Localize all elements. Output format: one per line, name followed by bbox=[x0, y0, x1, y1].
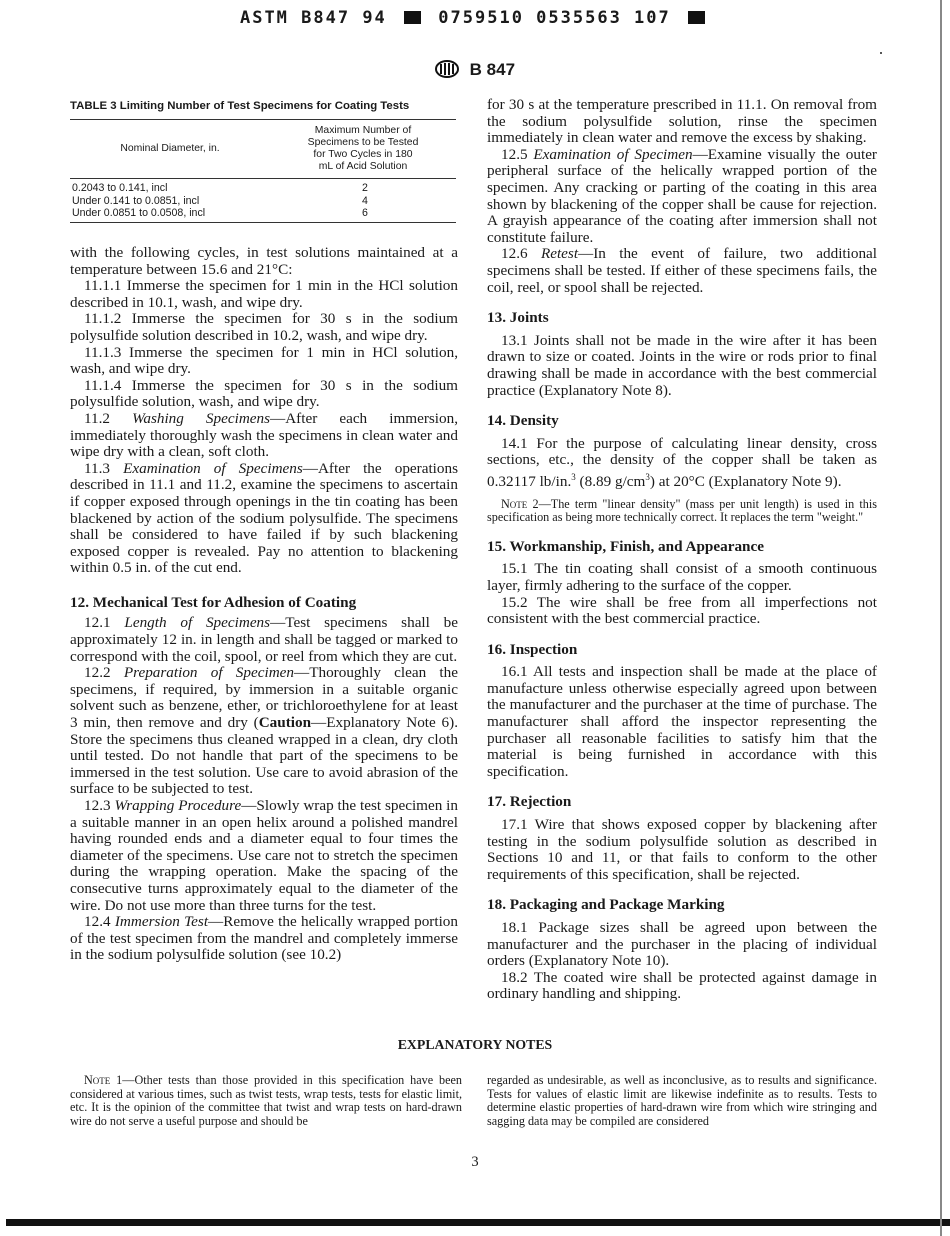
column-header-specimens bbox=[270, 125, 456, 174]
section-text: —Thoroughly clean the specimens, if required, by immersion in a suitable organic solvent such as benzene, ether, or trichloroethylene for at least 3 min, then remove and dry ( bbox=[70, 664, 458, 732]
section-number: 12.5 bbox=[501, 145, 528, 163]
section-title: Immersion Test bbox=[114, 913, 209, 931]
explanatory-notes-heading: EXPLANATORY NOTES bbox=[397, 1037, 553, 1052]
superscript: 3 bbox=[571, 471, 576, 482]
note-text: —Other tests than those provided in this specification have been considered at various times, such as twist tests, wrap tests, tests for elastic limit, etc. It is the opinion of the committee that twist and wrap tests on hard-drawn wire do not serve a useful purpose and should be bbox=[70, 1073, 462, 1128]
paragraph-12-6 bbox=[487, 246, 877, 296]
black-block-mark bbox=[404, 11, 421, 24]
document-code-bar bbox=[0, 8, 950, 28]
section-number: 12.3 bbox=[84, 797, 111, 814]
section-text: —In the event of failure, two additional specimens shall be tested. If either of these specimens fails, the coil, reel, or spool shall be rejected. bbox=[487, 245, 877, 296]
superscript: 3 bbox=[645, 471, 650, 482]
scan-edge-line bbox=[940, 0, 942, 1236]
paragraph-13-1: 13.1 Joints shall not be made in the wire after it has been drawn to size or coated. Joints in the wire or rods prior to final drawing shall be made in accordance with the best commercial practice (Explanatory Note 8). bbox=[487, 331, 877, 399]
table-3 bbox=[70, 100, 456, 223]
paragraph-15-1: 15.1 The tin coating shall consist of a smooth continuous layer, firmly adhering to the surface of the copper. bbox=[487, 560, 877, 594]
paragraph-11-3 bbox=[70, 461, 458, 577]
table-caption: TABLE 3 Limiting Number of Test Specimens for Coating Tests bbox=[70, 100, 410, 112]
table-row bbox=[70, 207, 456, 220]
right-column bbox=[487, 97, 877, 1003]
cell-count: 4 bbox=[362, 194, 368, 207]
page-header bbox=[0, 60, 950, 80]
paragraph-12-4-cont: for 30 s at the temperature prescribed in 11.1. On removal from the sodium polysulfide solution, rinse the specimen immediately in clean water and remove the excess by shaking. bbox=[487, 96, 877, 147]
paragraph-18-1: 18.1 Package sizes shall be agreed upon between the manufacturer and the purchaser in the placing of individual orders (Explanatory Note 10). bbox=[487, 919, 877, 970]
section-title: Wrapping Procedure bbox=[114, 797, 242, 814]
heading-section-15: 15. Workmanship, Finish, and Appearance bbox=[487, 537, 764, 555]
column-header-diameter: Nominal Diameter, in. bbox=[120, 142, 220, 154]
section-number: 12.6 bbox=[501, 245, 528, 263]
section-title: Examination of Specimen bbox=[533, 145, 693, 163]
section-title: Length of Specimens bbox=[124, 614, 271, 632]
section-number: 11.3 bbox=[84, 459, 111, 477]
text-segment: ) at 20°C (Explanatory Note 9). bbox=[649, 472, 842, 490]
note-1-cont: regarded as undesirable, as well as inconclusive, as to results and significance. Tests for values of elastic limit are likewise indefinite as to results. Tests to determine elastic properties of hard-drawn wire from which wire stringing and sagging data may be compiled are considered bbox=[487, 1073, 877, 1128]
heading-section-16: 16. Inspection bbox=[487, 640, 578, 658]
paragraph-11-2 bbox=[70, 411, 458, 461]
header-line: Specimens to be Tested bbox=[307, 136, 419, 148]
paragraph-12-3 bbox=[70, 798, 458, 914]
cell-range: Under 0.0851 to 0.0508, incl bbox=[72, 207, 206, 220]
section-text: —Examine visually the outer peripheral surface of the helically wrapped portion of the specimen. Any cracking or parting of the coating in this area shown by blackening of the copper shall be cause for rejection. A grayish appearance of the coating after immersion shall not constitute failure. bbox=[487, 145, 877, 246]
section-text: —After each immersion, immediately thoroughly wash the specimens in clean water and wipe dry with a clean, soft cloth. bbox=[70, 409, 458, 461]
section-text: —Slowly wrap the test specimen in a suitable manner in an open helix around a polished mandrel having rounded ends and a diameter equal to four times the diameter of the specimens. Use care not to stretch the specimen during the wrapping operation. Make the spacing of the consecutive turns approximately equal to the diameter of the wire. Do not use more than three turns for the test. bbox=[70, 797, 458, 914]
page-number: 3 bbox=[471, 1154, 479, 1170]
heading-section-14: 14. Density bbox=[487, 412, 559, 430]
paragraph-11-1-1: 11.1.1 Immerse the specimen for 1 min in the HCl solution described in 10.1, wash, and wipe dry. bbox=[70, 277, 458, 311]
cell-range: Under 0.141 to 0.0851, incl bbox=[72, 194, 200, 207]
note-1 bbox=[70, 1074, 462, 1128]
paragraph-12-4 bbox=[70, 914, 458, 964]
cell-count: 2 bbox=[362, 182, 368, 194]
section-title: Retest bbox=[540, 245, 579, 263]
section-text: —After the operations described in 11.1 and 11.2, examine the specimens to ascertain if copper exposed through openings in the tin coating has been blackened by action of the sodium polysulfide. The specimens shall be considered to have failed if by such blackening exposed copper is revealed. Pay no attention to blackening within 0.5 in. of the cut end. bbox=[70, 459, 458, 577]
paragraph-12-2 bbox=[70, 665, 458, 798]
text-segment: 14.1 For the purpose of calculating linear density, cross sections, etc., the density of the copper shall be taken as 0.32117 lb/in. bbox=[487, 434, 877, 490]
caution-label: Caution bbox=[258, 714, 312, 732]
explanatory-note-right bbox=[487, 1074, 877, 1128]
table-bottom-rule bbox=[70, 222, 456, 223]
heading-section-13: 13. Joints bbox=[487, 309, 549, 327]
paragraph-16-1: 16.1 All tests and inspection shall be made at the place of manufacture unless otherwise especially agreed upon between the manufacturer and the purchaser at the time of purchase. The manufacturer shall afford the inspector representing the purchaser all reasonable facilities to satisfy him that the material is being furnished in accordance with this specification. bbox=[487, 663, 877, 780]
cell-count: 6 bbox=[362, 207, 368, 220]
header-line: for Two Cycles in 180 bbox=[313, 149, 413, 160]
cell-range: 0.2043 to 0.141, incl bbox=[72, 182, 168, 194]
table-header bbox=[70, 120, 456, 178]
paragraph-11-1-4: 11.1.4 Immerse the specimen for 30 s in the sodium polysulfide solution, wash, and wipe dry. bbox=[70, 376, 458, 411]
section-number: 12.4 bbox=[84, 913, 111, 931]
section-text: —Explanatory Note 6). Store the specimens thus cleaned wrapped in a clean, dry cloth until tested. Do not handle that part of the specimens to be immersed in the test solution. Use care to avoid abrasion of the surface to be subjected to test. bbox=[70, 714, 458, 798]
black-block-mark bbox=[688, 11, 705, 24]
standard-code: ASTM B847 94 bbox=[239, 8, 387, 28]
section-title: Preparation of Specimen bbox=[123, 664, 295, 682]
scan-edge-bar bbox=[6, 1219, 950, 1226]
left-column bbox=[70, 245, 458, 964]
paragraph-11-1-cont: with the following cycles, in test solutions maintained at a temperature between 15.6 and 21°C: bbox=[70, 244, 458, 278]
paragraph-12-5 bbox=[487, 147, 877, 247]
table-row bbox=[70, 182, 456, 195]
paragraph-17-1: 17.1 Wire that shows exposed copper by blackening after testing in the sodium polysulfide solution as described in Sections 10 and 11, or that fails to conform to the other requirements of this specification, shall be rejected. bbox=[487, 816, 877, 883]
astm-logo-icon bbox=[435, 60, 459, 78]
header-line: Maximum Number of bbox=[314, 124, 412, 136]
header-line: mL of Acid Solution bbox=[318, 161, 408, 173]
scan-speck bbox=[880, 52, 882, 54]
section-title: Examination of Specimens bbox=[123, 459, 303, 477]
paragraph-11-1-2: 11.1.2 Immerse the specimen for 30 s in the sodium polysulfide solution described in 10.2, wash, and wipe dry. bbox=[70, 310, 458, 344]
paragraph-14-1 bbox=[487, 436, 877, 491]
note-text: —The term "linear density" (mass per unit length) is used in this specification as being more technically correct. It replaces the term "weight." bbox=[487, 496, 877, 525]
note-2 bbox=[487, 498, 877, 525]
section-title: Washing Specimens bbox=[132, 409, 271, 427]
designation: B 847 bbox=[469, 60, 516, 79]
section-number: 12.1 bbox=[84, 614, 111, 632]
paragraph-18-2: 18.2 The coated wire shall be protected against damage in ordinary handling and shipping. bbox=[487, 968, 877, 1003]
section-text: —Remove the helically wrapped portion of the test specimen from the mandrel and completely immerse in the sodium polysulfide solution (see 10.2) bbox=[70, 913, 458, 964]
section-number: 12.2 bbox=[84, 664, 111, 682]
note-label: Note 1 bbox=[84, 1073, 123, 1087]
note-label: Note 2 bbox=[501, 496, 539, 511]
heading-section-12: 12. Mechanical Test for Adhesion of Coating bbox=[70, 593, 357, 611]
section-number: 11.2 bbox=[84, 409, 111, 427]
section-text: —Test specimens shall be approximately 12 in. in length and shall be tagged or marked to correspond with the coil, spool, or reel from which they are cut. bbox=[70, 614, 458, 665]
paragraph-11-1-3: 11.1.3 Immerse the specimen for 1 min in HCl solution, wash, and wipe dry. bbox=[70, 343, 458, 378]
table-header-rule bbox=[70, 178, 456, 179]
paragraph-12-1 bbox=[70, 615, 458, 665]
explanatory-note-left bbox=[70, 1074, 462, 1128]
heading-section-17: 17. Rejection bbox=[487, 793, 572, 811]
paragraph-15-2: 15.2 The wire shall be free from all imperfections not consistent with the best commercial practice. bbox=[487, 593, 877, 628]
text-segment: (8.89 g/cm bbox=[575, 472, 646, 490]
table-row bbox=[70, 195, 456, 208]
heading-section-18: 18. Packaging and Package Marking bbox=[487, 896, 725, 914]
document-codes: 0759510 0535563 107 bbox=[438, 8, 671, 28]
